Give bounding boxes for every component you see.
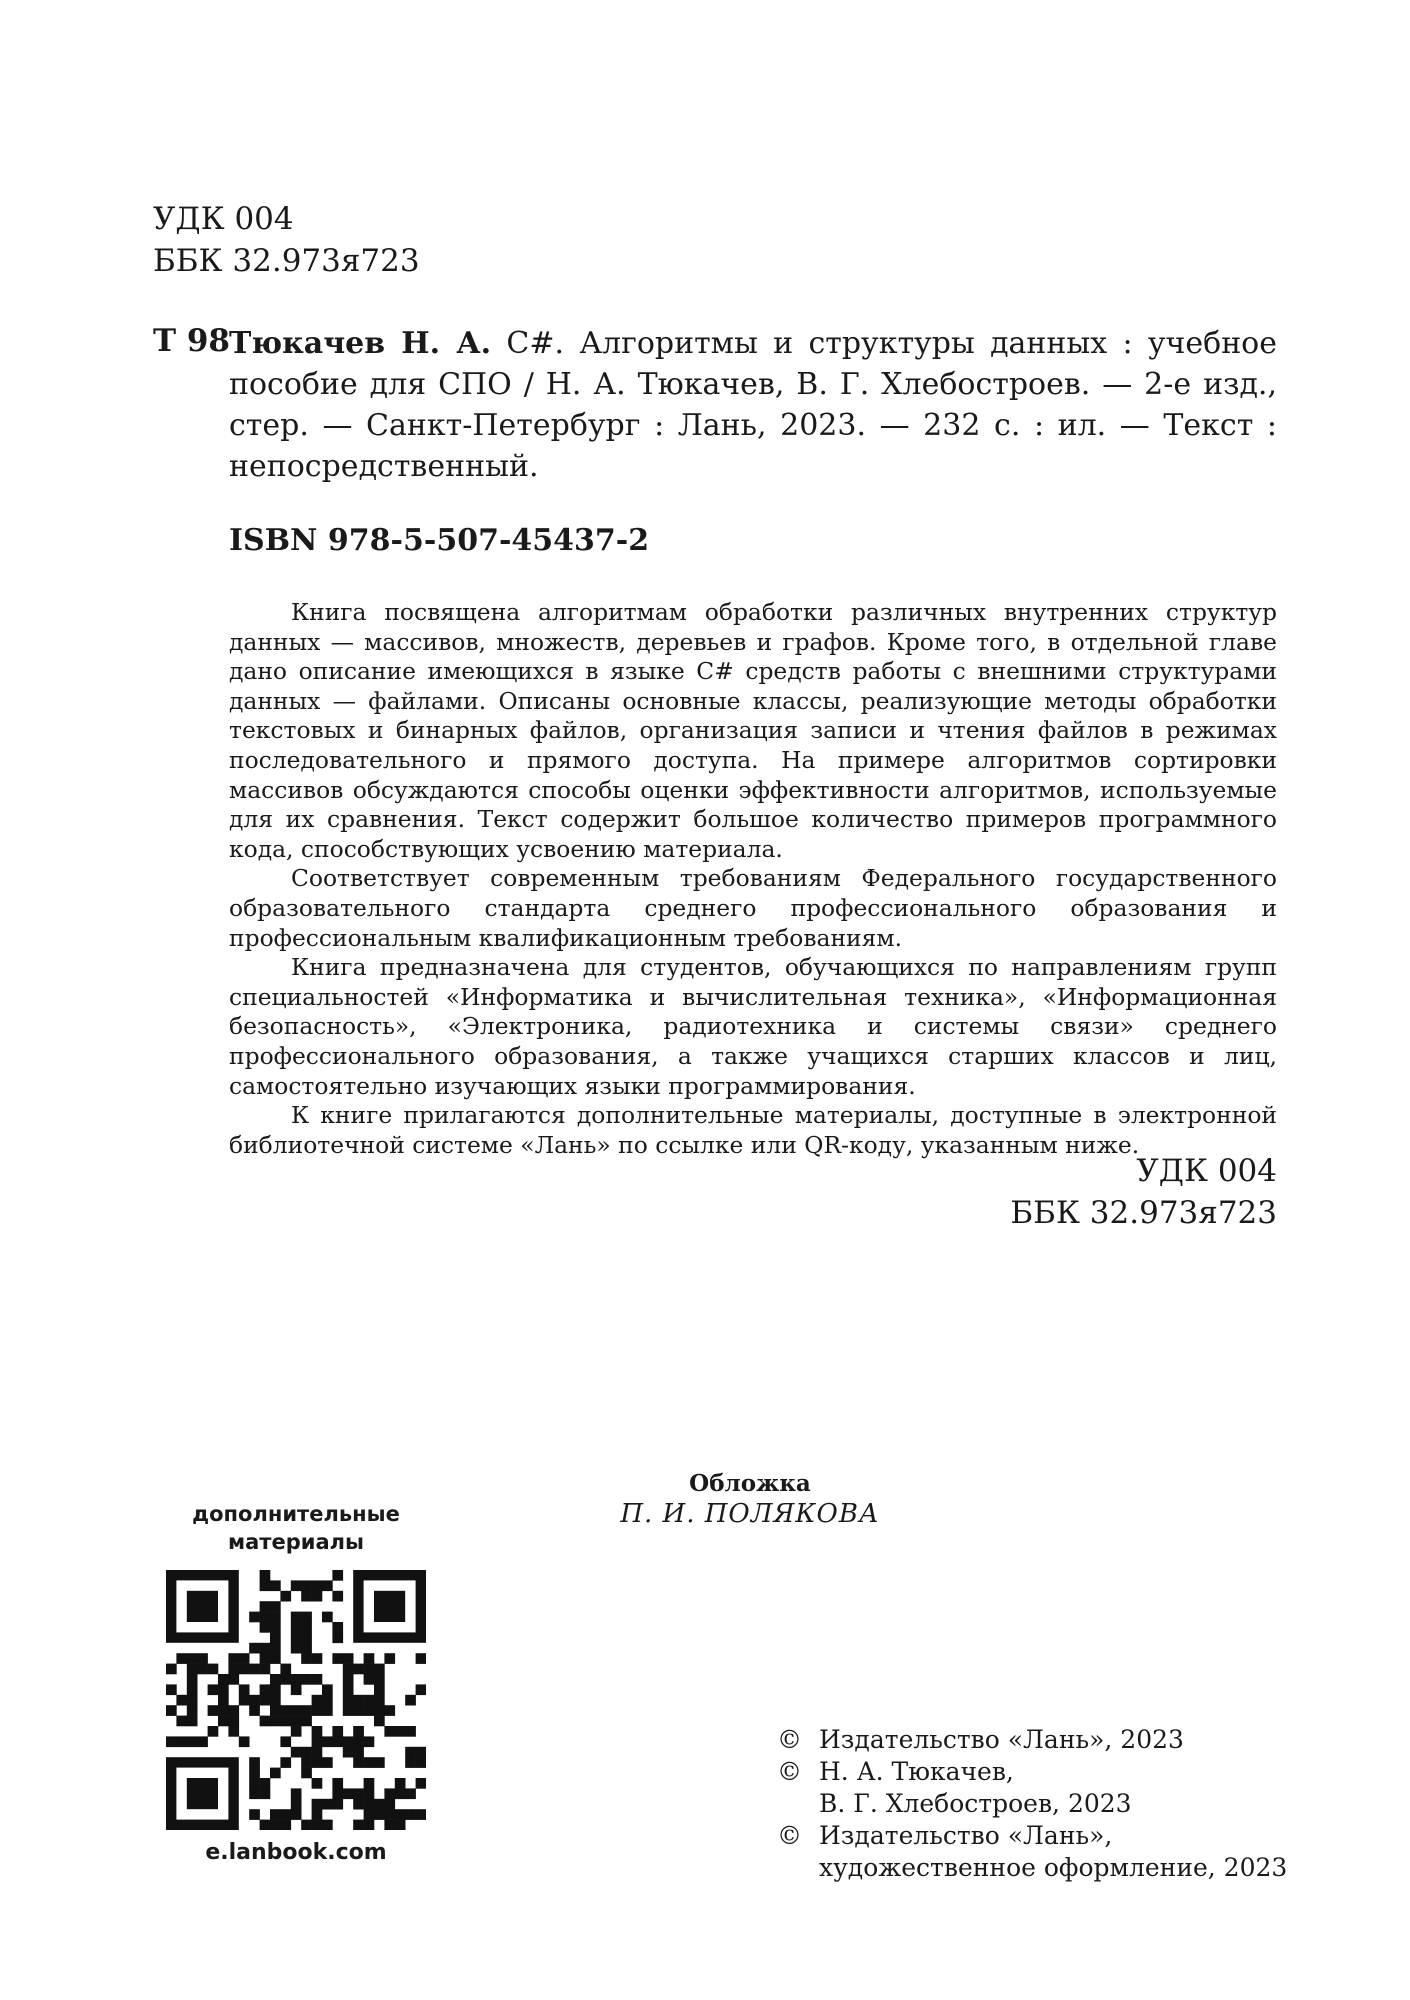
- qr-module: [166, 1705, 177, 1716]
- qr-module: [395, 1726, 406, 1737]
- qr-module: [166, 1684, 177, 1695]
- qr-module: [395, 1809, 406, 1820]
- qr-module: [280, 1757, 291, 1768]
- qr-module: [312, 1799, 323, 1810]
- qr-module: [312, 1705, 323, 1716]
- qr-module: [322, 1820, 333, 1830]
- qr-module: [312, 1778, 323, 1789]
- qr-module: [187, 1653, 198, 1664]
- cover-artist: П. И. ПОЛЯКОВА: [620, 1499, 880, 1529]
- qr-module: [416, 1757, 426, 1768]
- qr-module: [312, 1580, 323, 1591]
- qr-module: [166, 1736, 177, 1747]
- qr-module: [187, 1684, 198, 1695]
- qr-module: [280, 1736, 291, 1747]
- copyright-line: Издательство «Лань», 2023: [819, 1725, 1184, 1754]
- qr-caption-line2: материалы: [227, 1530, 365, 1554]
- qr-module: [280, 1664, 291, 1675]
- qr-module: [322, 1695, 333, 1706]
- cover-label: Обложка: [689, 1470, 811, 1497]
- qr-module: [301, 1653, 312, 1664]
- qr-module: [374, 1695, 385, 1706]
- qr-module: [291, 1632, 302, 1643]
- isbn: ISBN 978-5-507-45437-2: [229, 523, 650, 558]
- qr-module: [249, 1809, 260, 1820]
- qr-module: [239, 1736, 250, 1747]
- qr-module: [270, 1716, 281, 1727]
- qr-module: [332, 1778, 343, 1789]
- qr-module: [291, 1580, 302, 1591]
- qr-module: [270, 1580, 281, 1591]
- qr-module: [249, 1788, 260, 1799]
- qr-module: [260, 1716, 271, 1727]
- qr-module: [270, 1632, 281, 1643]
- qr-module: [218, 1674, 229, 1685]
- bbk-code: ББК 32.973я723: [153, 243, 420, 279]
- qr-module: [301, 1716, 312, 1727]
- qr-module: [218, 1716, 229, 1727]
- abstract: [229, 598, 1277, 1160]
- qr-module: [332, 1799, 343, 1810]
- qr-module: [270, 1674, 281, 1685]
- qr-module: [301, 1612, 312, 1623]
- qr-module: [301, 1591, 312, 1602]
- qr-module: [332, 1736, 343, 1747]
- copyright-line: художественное оформление, 2023: [819, 1853, 1288, 1882]
- qr-module: [322, 1684, 333, 1695]
- qr-module: [416, 1747, 426, 1758]
- qr-module: [301, 1643, 312, 1654]
- qr-module: [270, 1809, 281, 1820]
- copyright-block: [777, 1724, 1287, 1884]
- qr-module: [374, 1799, 385, 1810]
- qr-module: [343, 1674, 354, 1685]
- qr-module: [405, 1695, 416, 1706]
- qr-module: [280, 1809, 291, 1820]
- qr-module: [332, 1632, 343, 1643]
- qr-module: [343, 1788, 354, 1799]
- qr-module: [291, 1747, 302, 1758]
- qr-module: [280, 1716, 291, 1727]
- qr-module: [291, 1809, 302, 1820]
- qr-module: [270, 1653, 281, 1664]
- qr-module: [332, 1570, 343, 1581]
- qr-module: [208, 1684, 219, 1695]
- udk-bbk-footer: [1010, 1150, 1277, 1234]
- qr-finder-inner: [187, 1591, 218, 1622]
- qr-module: [322, 1736, 333, 1747]
- qr-module: [416, 1653, 426, 1664]
- author-name: Тюкачев Н. А.: [229, 326, 492, 361]
- qr-caption-line1: дополнительные: [192, 1502, 400, 1526]
- qr-module: [405, 1788, 416, 1799]
- qr-module: [384, 1705, 395, 1716]
- qr-module: [364, 1705, 375, 1716]
- qr-module: [364, 1820, 375, 1830]
- bibliographic-record: [229, 323, 1277, 487]
- qr-module: [291, 1622, 302, 1633]
- qr-module: [260, 1778, 271, 1789]
- qr-module: [228, 1716, 239, 1727]
- qr-module: [197, 1653, 208, 1664]
- qr-module: [364, 1788, 375, 1799]
- qr-module: [416, 1684, 426, 1695]
- qr-module: [301, 1747, 312, 1758]
- qr-module: [301, 1622, 312, 1633]
- qr-module: [260, 1643, 271, 1654]
- qr-module: [343, 1664, 354, 1675]
- qr-module: [343, 1684, 354, 1695]
- qr-module: [332, 1788, 343, 1799]
- qr-module: [374, 1684, 385, 1695]
- bibliographic-text: C#. Алгоритмы и структуры данных : учебное пособие для СПО / Н. А. Тюкачев, В. Г. Хлебостроев. — 2-е изд., стер. — Санкт-Петербург : Лань, 2023. — 232 с. : ил. — Текст : непосредственный.: [229, 326, 1278, 484]
- qr-module: [208, 1705, 219, 1716]
- qr-module: [249, 1695, 260, 1706]
- qr-module: [270, 1695, 281, 1706]
- qr-module: [291, 1726, 302, 1737]
- qr-module: [228, 1674, 239, 1685]
- qr-module: [270, 1622, 281, 1633]
- qr-module: [322, 1612, 333, 1623]
- qr-module: [208, 1726, 219, 1737]
- qr-module: [353, 1788, 364, 1799]
- qr-module: [197, 1736, 208, 1747]
- qr-module: [312, 1695, 323, 1706]
- qr-module: [197, 1664, 208, 1675]
- qr-module: [301, 1757, 312, 1768]
- qr-module: [353, 1747, 364, 1758]
- copyright-symbol: ©: [777, 1725, 802, 1754]
- qr-module: [239, 1684, 250, 1695]
- qr-module: [374, 1664, 385, 1675]
- qr-module: [280, 1820, 291, 1830]
- qr-module: [353, 1757, 364, 1768]
- qr-module: [374, 1809, 385, 1820]
- qr-module: [249, 1778, 260, 1789]
- qr-module: [187, 1664, 198, 1675]
- qr-module: [384, 1799, 395, 1810]
- copyright-line: В. Г. Хлебостроев, 2023: [819, 1789, 1132, 1818]
- qr-module: [312, 1757, 323, 1768]
- qr-url[interactable]: e.lanbook.com: [205, 1840, 387, 1865]
- qr-module: [322, 1580, 333, 1591]
- qr-module: [395, 1778, 406, 1789]
- qr-module: [322, 1705, 333, 1716]
- qr-module: [312, 1591, 323, 1602]
- qr-module: [343, 1747, 354, 1758]
- udk-bbk-header: [153, 198, 420, 282]
- qr-module: [187, 1736, 198, 1747]
- abstract-paragraph: Книга предназначена для студентов, обучающихся по направлениям групп специальностей «Информатика и вычислительная техника», «Информационная безопасность», «Электроника, радиотехника и системы связи» среднего профессионального образования, а также учащихся старших классов и лиц, самостоятельно изучающих языки программирования.: [229, 953, 1277, 1100]
- qr-module: [364, 1809, 375, 1820]
- qr-module: [260, 1612, 271, 1623]
- qr-module: [322, 1799, 333, 1810]
- qr-module: [301, 1820, 312, 1830]
- qr-module: [260, 1601, 271, 1612]
- qr-module: [312, 1809, 323, 1820]
- qr-module: [166, 1664, 177, 1675]
- qr-finder-inner: [374, 1591, 405, 1622]
- qr-module: [312, 1726, 323, 1737]
- author-sign: Т 98: [153, 323, 231, 359]
- copyright-symbol: ©: [777, 1757, 802, 1786]
- qr-module: [312, 1736, 323, 1747]
- qr-module: [405, 1809, 416, 1820]
- qr-module: [270, 1684, 281, 1695]
- qr-module: [353, 1799, 364, 1810]
- qr-module: [364, 1736, 375, 1747]
- qr-finder-inner: [187, 1778, 218, 1809]
- qr-module: [270, 1643, 281, 1654]
- qr-module: [228, 1664, 239, 1675]
- udk-code: УДК 004: [153, 201, 294, 237]
- qr-module: [374, 1674, 385, 1685]
- qr-module: [291, 1612, 302, 1623]
- qr-module: [270, 1601, 281, 1612]
- qr-module: [249, 1768, 260, 1779]
- qr-module: [291, 1674, 302, 1685]
- qr-module: [228, 1726, 239, 1737]
- qr-module: [270, 1705, 281, 1716]
- copyright-entry: [777, 1756, 1287, 1820]
- qr-module: [343, 1705, 354, 1716]
- abstract-paragraph: К книге прилагаются дополнительные материалы, доступные в электронной библиотечной системе «Лань» по ссылке или QR-коду, указанным ниже.: [229, 1101, 1277, 1159]
- qr-module: [291, 1716, 302, 1727]
- qr-module: [416, 1809, 426, 1820]
- copyright-entry: [777, 1820, 1287, 1884]
- qr-module: [353, 1726, 364, 1737]
- qr-module: [405, 1747, 416, 1758]
- qr-module: [384, 1788, 395, 1799]
- qr-module: [239, 1664, 250, 1675]
- copyright-line: Издательство «Лань»,: [819, 1821, 1113, 1850]
- copyright-symbol: ©: [777, 1821, 802, 1850]
- qr-module: [301, 1674, 312, 1685]
- qr-module: [353, 1705, 364, 1716]
- qr-module: [260, 1820, 271, 1830]
- qr-code[interactable]: [166, 1570, 426, 1830]
- qr-module: [218, 1695, 229, 1706]
- qr-module: [405, 1726, 416, 1737]
- qr-module: [343, 1653, 354, 1664]
- qr-module: [322, 1757, 333, 1768]
- qr-module: [291, 1705, 302, 1716]
- qr-module: [176, 1653, 187, 1664]
- qr-module: [395, 1820, 406, 1830]
- qr-module: [270, 1612, 281, 1623]
- qr-module: [208, 1664, 219, 1675]
- qr-module: [301, 1768, 312, 1779]
- copyright-entry: [777, 1724, 1287, 1756]
- qr-module: [332, 1726, 343, 1737]
- qr-module: [291, 1799, 302, 1810]
- qr-module: [249, 1705, 260, 1716]
- qr-module: [249, 1664, 260, 1675]
- qr-module: [353, 1736, 364, 1747]
- qr-module: [364, 1653, 375, 1664]
- qr-module: [260, 1788, 271, 1799]
- qr-module: [374, 1757, 385, 1768]
- qr-module: [364, 1757, 375, 1768]
- qr-module: [416, 1778, 426, 1789]
- qr-module: [312, 1674, 323, 1685]
- qr-module: [312, 1747, 323, 1758]
- qr-module: [384, 1653, 395, 1664]
- qr-module: [364, 1799, 375, 1810]
- qr-module: [291, 1684, 302, 1695]
- qr-module: [374, 1716, 385, 1727]
- qr-module: [249, 1643, 260, 1654]
- qr-module: [332, 1591, 343, 1602]
- qr-module: [187, 1705, 198, 1716]
- qr-module: [384, 1726, 395, 1737]
- qr-module: [312, 1653, 323, 1664]
- qr-module: [301, 1705, 312, 1716]
- abstract-paragraph: Книга посвящена алгоритмам обработки различных внутренних структур данных — массивов, множеств, деревьев и графов. Кроме того, в отдельной главе дано описание имеющихся в языке C# средств работы с внешними структурами данных — файлами. Описаны основные классы, реализующие методы обработки текстовых и бинарных файлов, организация записи и чтения файлов в режимах последовательного и прямого доступа. На примере алгоритмов сортировки массивов обсуждаются способы оценки эффективности алгоритмов, используемые для их сравнения. Текст содержит большое количество примеров программного кода, способствующих усвоению материала.: [229, 598, 1277, 863]
- cover-credit: [600, 1470, 900, 1530]
- qr-module: [405, 1757, 416, 1768]
- qr-module: [384, 1809, 395, 1820]
- qr-module: [364, 1664, 375, 1675]
- qr-module: [249, 1757, 260, 1768]
- qr-module: [364, 1778, 375, 1789]
- qr-module: [239, 1695, 250, 1706]
- qr-module: [364, 1674, 375, 1685]
- qr-module: [384, 1820, 395, 1830]
- qr-module: [260, 1580, 271, 1591]
- qr-module: [260, 1653, 271, 1664]
- qr-module: [280, 1705, 291, 1716]
- qr-module: [343, 1736, 354, 1747]
- qr-module: [280, 1591, 291, 1602]
- qr-module: [176, 1716, 187, 1727]
- qr-module: [260, 1664, 271, 1675]
- qr-module: [249, 1612, 260, 1623]
- qr-module: [187, 1716, 198, 1727]
- qr-module: [187, 1695, 198, 1706]
- qr-module: [260, 1684, 271, 1695]
- qr-module: [353, 1695, 364, 1706]
- qr-module: [332, 1653, 343, 1664]
- qr-module: [301, 1580, 312, 1591]
- qr-module: [312, 1820, 323, 1830]
- qr-module: [353, 1820, 364, 1830]
- qr-module: [176, 1736, 187, 1747]
- udk-code: УДК 004: [1136, 1153, 1277, 1189]
- qr-module: [353, 1664, 364, 1675]
- qr-module: [228, 1653, 239, 1664]
- qr-module: [374, 1705, 385, 1716]
- qr-module: [218, 1684, 229, 1695]
- qr-module: [280, 1674, 291, 1685]
- qr-module: [364, 1695, 375, 1706]
- qr-module: [187, 1674, 198, 1685]
- qr-module: [260, 1622, 271, 1633]
- qr-module: [218, 1705, 229, 1716]
- abstract-paragraph: Соответствует современным требованиям Федерального государственного образовательного стандарта среднего профессионального образования и профессиональным квалификационным требованиям.: [229, 864, 1277, 952]
- qr-block: [163, 1500, 429, 1865]
- qr-module: [343, 1695, 354, 1706]
- qr-module: [291, 1643, 302, 1654]
- qr-module: [260, 1695, 271, 1706]
- bbk-code: ББК 32.973я723: [1010, 1195, 1277, 1231]
- qr-module: [332, 1622, 343, 1633]
- qr-module: [301, 1632, 312, 1643]
- qr-module: [260, 1570, 271, 1581]
- qr-module: [291, 1788, 302, 1799]
- qr-module: [228, 1705, 239, 1716]
- copyright-line: Н. А. Тюкачев,: [819, 1757, 1014, 1786]
- qr-module: [270, 1768, 281, 1779]
- qr-module: [395, 1788, 406, 1799]
- qr-module: [270, 1820, 281, 1830]
- qr-module: [239, 1653, 250, 1664]
- qr-module: [176, 1695, 187, 1706]
